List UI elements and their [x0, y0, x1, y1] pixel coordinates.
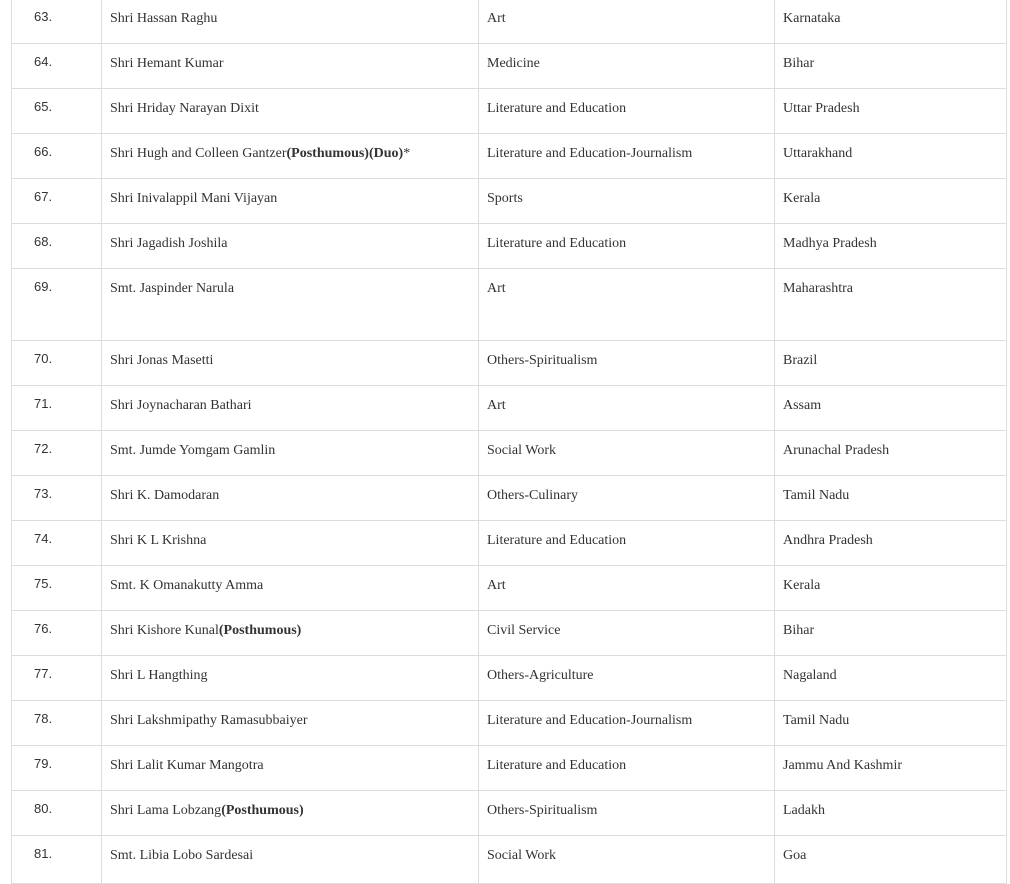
awardee-state: Tamil Nadu	[775, 476, 1007, 521]
awardee-state: Ladakh	[775, 791, 1007, 836]
table-row	[12, 341, 1007, 386]
table-row	[12, 836, 1007, 884]
awardee-name	[102, 521, 479, 566]
awardee-name-text: Shri K L Krishna	[110, 533, 207, 548]
awardees-table	[11, 0, 1007, 884]
award-field: Social Work	[479, 836, 775, 884]
awardee-name	[102, 701, 479, 746]
awardee-name	[102, 611, 479, 656]
table-row	[12, 44, 1007, 89]
serial-number: 75.	[12, 566, 102, 611]
awardee-state: Arunachal Pradesh	[775, 431, 1007, 476]
table-row	[12, 701, 1007, 746]
awardee-state: Uttarakhand	[775, 134, 1007, 179]
serial-number: 64.	[12, 44, 102, 89]
serial-number: 67.	[12, 179, 102, 224]
awardee-name-text: Shri Hemant Kumar	[110, 56, 224, 71]
awardee-name-text: Smt. K Omanakutty Amma	[110, 578, 264, 593]
awardee-state: Kerala	[775, 566, 1007, 611]
serial-number: 68.	[12, 224, 102, 269]
award-field: Others-Agriculture	[479, 656, 775, 701]
table-row	[12, 179, 1007, 224]
table-row	[12, 0, 1007, 44]
serial-number: 72.	[12, 431, 102, 476]
awardee-name-text: Smt. Jumde Yomgam Gamlin	[110, 443, 276, 458]
awardee-name	[102, 341, 479, 386]
awardee-name	[102, 224, 479, 269]
award-field: Literature and Education	[479, 89, 775, 134]
awardee-state: Kerala	[775, 179, 1007, 224]
awardee-name-text: Shri Kishore Kunal	[110, 623, 219, 638]
awardee-name	[102, 44, 479, 89]
award-field: Art	[479, 269, 775, 341]
awardee-name-text: Smt. Jaspinder Narula	[110, 281, 235, 296]
awardee-state: Bihar	[775, 611, 1007, 656]
awardee-name	[102, 386, 479, 431]
serial-number: 71.	[12, 386, 102, 431]
awardee-name	[102, 0, 479, 44]
table-row	[12, 611, 1007, 656]
awardee-name	[102, 656, 479, 701]
table-row	[12, 746, 1007, 791]
awardee-name	[102, 431, 479, 476]
awardee-state: Jammu And Kashmir	[775, 746, 1007, 791]
awardee-name-text: Smt. Libia Lobo Sardesai	[110, 848, 254, 863]
awardee-name-text: Shri Hassan Raghu	[110, 11, 218, 26]
awardee-name	[102, 476, 479, 521]
award-field: Art	[479, 386, 775, 431]
award-field: Literature and Education	[479, 521, 775, 566]
award-field: Literature and Education	[479, 224, 775, 269]
award-field: Literature and Education-Journalism	[479, 701, 775, 746]
table-row	[12, 224, 1007, 269]
awardee-state: Madhya Pradesh	[775, 224, 1007, 269]
awardee-state: Nagaland	[775, 656, 1007, 701]
awardees-table-body	[12, 0, 1007, 884]
award-field: Art	[479, 0, 775, 44]
table-row	[12, 476, 1007, 521]
awardee-state: Maharashtra	[775, 269, 1007, 341]
awardee-state: Tamil Nadu	[775, 701, 1007, 746]
serial-number: 76.	[12, 611, 102, 656]
serial-number: 69.	[12, 269, 102, 341]
awardee-name-text: Shri Jonas Masetti	[110, 353, 214, 368]
serial-number: 70.	[12, 341, 102, 386]
table-row	[12, 521, 1007, 566]
table-row	[12, 566, 1007, 611]
serial-number: 77.	[12, 656, 102, 701]
award-field: Social Work	[479, 431, 775, 476]
awardee-state: Andhra Pradesh	[775, 521, 1007, 566]
serial-number: 74.	[12, 521, 102, 566]
table-row	[12, 791, 1007, 836]
awardee-state: Assam	[775, 386, 1007, 431]
awardee-name	[102, 89, 479, 134]
awardee-name	[102, 746, 479, 791]
award-field: Others-Spiritualism	[479, 341, 775, 386]
awardee-name-text: Shri Joynacharan Bathari	[110, 398, 252, 413]
awardee-state: Brazil	[775, 341, 1007, 386]
awardee-name	[102, 179, 479, 224]
serial-number: 81.	[12, 836, 102, 884]
posthumous-note: (Posthumous)(Duo)	[286, 146, 404, 161]
awardee-name-text: Shri K. Damodaran	[110, 488, 220, 503]
serial-number: 65.	[12, 89, 102, 134]
serial-number: 73.	[12, 476, 102, 521]
awardee-name-text: Shri Lalit Kumar Mangotra	[110, 758, 264, 773]
awardee-name-text: Shri Hriday Narayan Dixit	[110, 101, 259, 116]
awardee-name	[102, 836, 479, 884]
awardee-state: Uttar Pradesh	[775, 89, 1007, 134]
serial-number: 63.	[12, 0, 102, 44]
awardee-name	[102, 269, 479, 341]
award-field: Literature and Education	[479, 746, 775, 791]
awardee-name-text: Shri L Hangthing	[110, 668, 208, 683]
table-row	[12, 386, 1007, 431]
table-row	[12, 89, 1007, 134]
awardee-name	[102, 134, 479, 179]
awardee-name-text: Shri Hugh and Colleen Gantzer	[110, 146, 287, 161]
table-row	[12, 134, 1007, 179]
posthumous-note: (Posthumous)	[221, 803, 304, 818]
award-field: Civil Service	[479, 611, 775, 656]
awardee-state: Goa	[775, 836, 1007, 884]
award-field: Art	[479, 566, 775, 611]
awardee-name-text: Shri Jagadish Joshila	[110, 236, 228, 251]
award-field: Sports	[479, 179, 775, 224]
award-field: Literature and Education-Journalism	[479, 134, 775, 179]
awardee-name-text: Shri Inivalappil Mani Vijayan	[110, 191, 278, 206]
table-row	[12, 431, 1007, 476]
awardee-name-text: Shri Lama Lobzang	[110, 803, 222, 818]
asterisk-note: *	[403, 146, 411, 161]
serial-number: 78.	[12, 701, 102, 746]
award-field: Medicine	[479, 44, 775, 89]
serial-number: 80.	[12, 791, 102, 836]
awardee-name	[102, 791, 479, 836]
awardee-state: Karnataka	[775, 0, 1007, 44]
serial-number: 79.	[12, 746, 102, 791]
award-field: Others-Culinary	[479, 476, 775, 521]
awardee-name-text: Shri Lakshmipathy Ramasubbaiyer	[110, 713, 308, 728]
table-row	[12, 269, 1007, 341]
awardee-name	[102, 566, 479, 611]
table-row	[12, 656, 1007, 701]
awardee-state: Bihar	[775, 44, 1007, 89]
serial-number: 66.	[12, 134, 102, 179]
award-field: Others-Spiritualism	[479, 791, 775, 836]
posthumous-note: (Posthumous)	[218, 623, 302, 638]
